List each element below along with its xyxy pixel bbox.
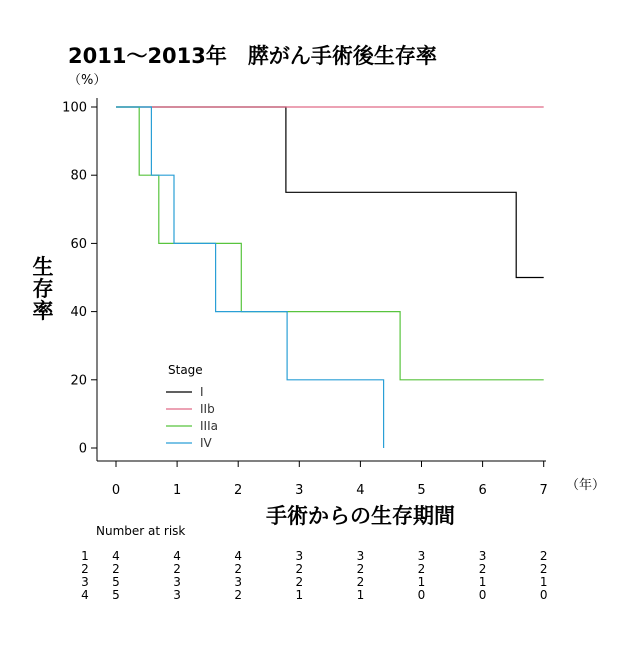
survival-curves [116, 107, 544, 448]
axes [62, 98, 548, 498]
x-tick-label: 4 [356, 483, 365, 498]
risk-table-row [0, 575, 636, 589]
x-tick-label: 6 [478, 483, 487, 498]
risk-cell: 4 [112, 549, 120, 563]
x-axis-label: 手術からの生存期間 [266, 504, 455, 528]
risk-table-row [0, 549, 636, 563]
legend-label: IV [200, 436, 212, 450]
legend-title: Stage [168, 363, 203, 377]
legend-label: I [200, 385, 204, 399]
y-tick-label: 0 [78, 441, 87, 457]
risk-row-label: 2 [81, 562, 89, 576]
risk-cell: 2 [539, 549, 548, 563]
risk-cell: 2 [356, 562, 365, 576]
risk-cell: 2 [234, 588, 243, 602]
risk-row-label: 1 [81, 549, 89, 563]
risk-table-row [0, 562, 636, 576]
risk-cell: 3 [173, 588, 181, 602]
x-tick-label: 2 [234, 483, 243, 498]
y-tick-label: 20 [70, 373, 87, 389]
series-line-iv [116, 107, 384, 448]
risk-cell: 2 [234, 562, 243, 576]
risk-cell: 2 [417, 562, 426, 576]
x-tick-label: 5 [417, 483, 426, 498]
risk-cell: 4 [173, 549, 181, 563]
risk-cell: 1 [478, 575, 487, 589]
y-tick-label: 100 [62, 100, 87, 116]
y-unit-label: （%） [68, 73, 107, 88]
risk-cell: 0 [539, 588, 548, 602]
risk-cell: 1 [356, 588, 365, 602]
risk-cell: 2 [539, 562, 548, 576]
risk-cell: 2 [478, 562, 487, 576]
y-tick-label: 80 [70, 168, 87, 184]
risk-cell: 3 [295, 549, 304, 563]
risk-cell: 2 [295, 575, 304, 589]
risk-cell: 5 [112, 588, 120, 602]
y-tick-label: 60 [70, 236, 87, 252]
risk-row-label: 4 [81, 588, 89, 602]
risk-cell: 2 [295, 562, 304, 576]
risk-cell: 1 [417, 575, 426, 589]
risk-cell: 0 [478, 588, 487, 602]
risk-cell: 4 [234, 549, 243, 563]
risk-cell: 2 [356, 575, 365, 589]
legend [166, 363, 218, 450]
risk-cell: 3 [478, 549, 487, 563]
chart-title: 2011～2013年 膵がん手術後生存率 [68, 44, 437, 68]
risk-row-label: 3 [81, 575, 89, 589]
x-tick-label: 3 [295, 483, 304, 498]
risk-cell: 2 [112, 562, 120, 576]
risk-cell: 3 [173, 575, 181, 589]
x-unit-label: （年） [566, 478, 606, 493]
risk-cell: 5 [112, 575, 120, 589]
risk-cell: 2 [173, 562, 181, 576]
risk-cell: 1 [539, 575, 548, 589]
x-tick-label: 1 [172, 483, 182, 498]
legend-label: IIb [200, 402, 215, 416]
risk-table-title: Number at risk [96, 524, 186, 538]
legend-label: IIIa [200, 419, 218, 433]
risk-cell: 1 [295, 588, 304, 602]
x-tick-label: 0 [111, 483, 121, 498]
series-line-i [116, 107, 544, 278]
x-tick-label: 7 [539, 483, 548, 498]
risk-cell: 3 [234, 575, 243, 589]
risk-table-row [0, 588, 636, 602]
y-axis-label: 生存率 [32, 255, 54, 323]
risk-cell: 3 [356, 549, 365, 563]
risk-cell: 0 [417, 588, 426, 602]
y-tick-label: 40 [70, 305, 87, 321]
risk-cell: 3 [417, 549, 426, 563]
